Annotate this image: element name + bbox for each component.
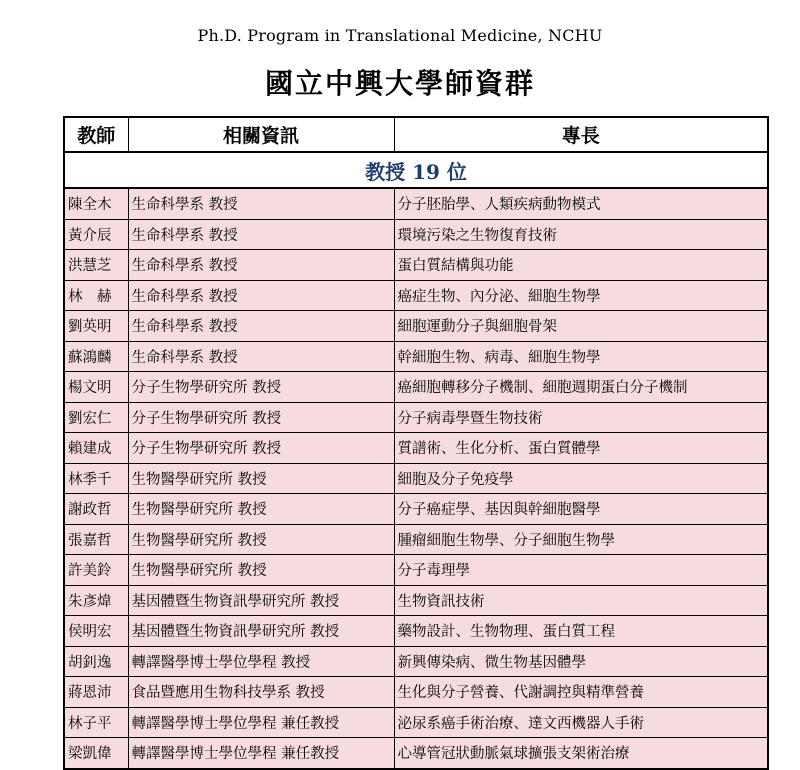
faculty-table <box>63 116 769 770</box>
program-subtitle: Ph.D. Program in Translational Medicine, NCHU <box>197 26 603 45</box>
faculty-info: 生物醫學研究所 教授 <box>128 494 394 525</box>
faculty-specialty: 分子癌症學、基因與幹細胞醫學 <box>394 494 768 525</box>
table-row <box>64 250 768 281</box>
faculty-info: 基因體暨生物資訊學研究所 教授 <box>128 616 394 647</box>
teacher-name: 陳全木 <box>64 188 128 219</box>
teacher-name: 劉英明 <box>64 311 128 342</box>
faculty-specialty: 腫瘤細胞生物學、分子細胞生物學 <box>394 524 768 555</box>
table-header-row <box>64 117 768 152</box>
faculty-info: 食品暨應用生物科技學系 教授 <box>128 677 394 708</box>
teacher-name: 張嘉哲 <box>64 524 128 555</box>
table-row <box>64 311 768 342</box>
faculty-info: 生命科學系 教授 <box>128 219 394 250</box>
faculty-specialty: 心導管冠狀動脈氣球擴張支架術治療 <box>394 738 768 769</box>
teacher-name: 林 赫 <box>64 280 128 311</box>
faculty-info: 生命科學系 教授 <box>128 188 394 219</box>
faculty-specialty: 環境污染之生物復育技術 <box>394 219 768 250</box>
column-header-teacher: 教師 <box>64 117 128 152</box>
table-row <box>64 677 768 708</box>
teacher-name: 謝政哲 <box>64 494 128 525</box>
teacher-name: 賴建成 <box>64 433 128 464</box>
teacher-name: 洪慧芝 <box>64 250 128 281</box>
table-row <box>64 524 768 555</box>
faculty-info: 分子生物學研究所 教授 <box>128 433 394 464</box>
table-row <box>64 646 768 677</box>
teacher-name: 蔣恩沛 <box>64 677 128 708</box>
faculty-specialty: 分子病毒學暨生物技術 <box>394 402 768 433</box>
table-row <box>64 433 768 464</box>
section-count: 19 <box>412 159 440 184</box>
table-row <box>64 219 768 250</box>
teacher-name: 楊文明 <box>64 372 128 403</box>
table-row <box>64 188 768 219</box>
faculty-info: 轉譯醫學博士學位學程 兼任教授 <box>128 738 394 769</box>
faculty-specialty: 藥物設計、生物物理、蛋白質工程 <box>394 616 768 647</box>
faculty-specialty: 分子胚胎學、人類疾病動物模式 <box>394 188 768 219</box>
teacher-name: 侯明宏 <box>64 616 128 647</box>
faculty-specialty: 新興傳染病、微生物基因體學 <box>394 646 768 677</box>
table-row <box>64 402 768 433</box>
section-row-professors <box>64 152 768 188</box>
faculty-info: 分子生物學研究所 教授 <box>128 402 394 433</box>
faculty-specialty: 蛋白質結構與功能 <box>394 250 768 281</box>
section-suffix: 位 <box>446 159 467 184</box>
table-row <box>64 616 768 647</box>
faculty-specialty: 生化與分子營養、代謝調控與精準營養 <box>394 677 768 708</box>
faculty-info: 基因體暨生物資訊學研究所 教授 <box>128 585 394 616</box>
table-row <box>64 372 768 403</box>
faculty-specialty: 生物資訊技術 <box>394 585 768 616</box>
faculty-info: 轉譯醫學博士學位學程 兼任教授 <box>128 707 394 738</box>
section-heading <box>64 152 768 188</box>
faculty-info: 生物醫學研究所 教授 <box>128 555 394 586</box>
faculty-specialty: 幹細胞生物、病毒、細胞生物學 <box>394 341 768 372</box>
table-row <box>64 738 768 769</box>
column-header-info: 相關資訊 <box>128 117 394 152</box>
table-row <box>64 494 768 525</box>
teacher-name: 許美鈴 <box>64 555 128 586</box>
teacher-name: 蘇鴻麟 <box>64 341 128 372</box>
faculty-specialty: 質譜術、生化分析、蛋白質體學 <box>394 433 768 464</box>
faculty-specialty: 泌尿系癌手術治療、達文西機器人手術 <box>394 707 768 738</box>
faculty-info: 生命科學系 教授 <box>128 341 394 372</box>
table-row <box>64 463 768 494</box>
faculty-info: 生物醫學研究所 教授 <box>128 463 394 494</box>
teacher-name: 林子平 <box>64 707 128 738</box>
faculty-specialty: 癌細胞轉移分子機制、細胞週期蛋白分子機制 <box>394 372 768 403</box>
teacher-name: 劉宏仁 <box>64 402 128 433</box>
section-prefix: 教授 <box>365 159 406 184</box>
teacher-name: 黃介辰 <box>64 219 128 250</box>
table-row <box>64 707 768 738</box>
faculty-specialty: 細胞及分子免疫學 <box>394 463 768 494</box>
teacher-name: 胡釗逸 <box>64 646 128 677</box>
table-row <box>64 585 768 616</box>
faculty-info: 生命科學系 教授 <box>128 311 394 342</box>
table-row <box>64 341 768 372</box>
table-row <box>64 555 768 586</box>
faculty-specialty: 細胞運動分子與細胞骨架 <box>394 311 768 342</box>
faculty-info: 生命科學系 教授 <box>128 280 394 311</box>
faculty-info: 生命科學系 教授 <box>128 250 394 281</box>
faculty-info: 轉譯醫學博士學位學程 教授 <box>128 646 394 677</box>
teacher-name: 林季千 <box>64 463 128 494</box>
teacher-name: 梁凱偉 <box>64 738 128 769</box>
page-title: 國立中興大學師資群 <box>264 67 535 100</box>
faculty-specialty: 分子毒理學 <box>394 555 768 586</box>
teacher-name: 朱彥煒 <box>64 585 128 616</box>
faculty-info: 生物醫學研究所 教授 <box>128 524 394 555</box>
table-row <box>64 280 768 311</box>
faculty-specialty: 癌症生物、內分泌、細胞生物學 <box>394 280 768 311</box>
column-header-specialty: 專長 <box>394 117 768 152</box>
faculty-info: 分子生物學研究所 教授 <box>128 372 394 403</box>
